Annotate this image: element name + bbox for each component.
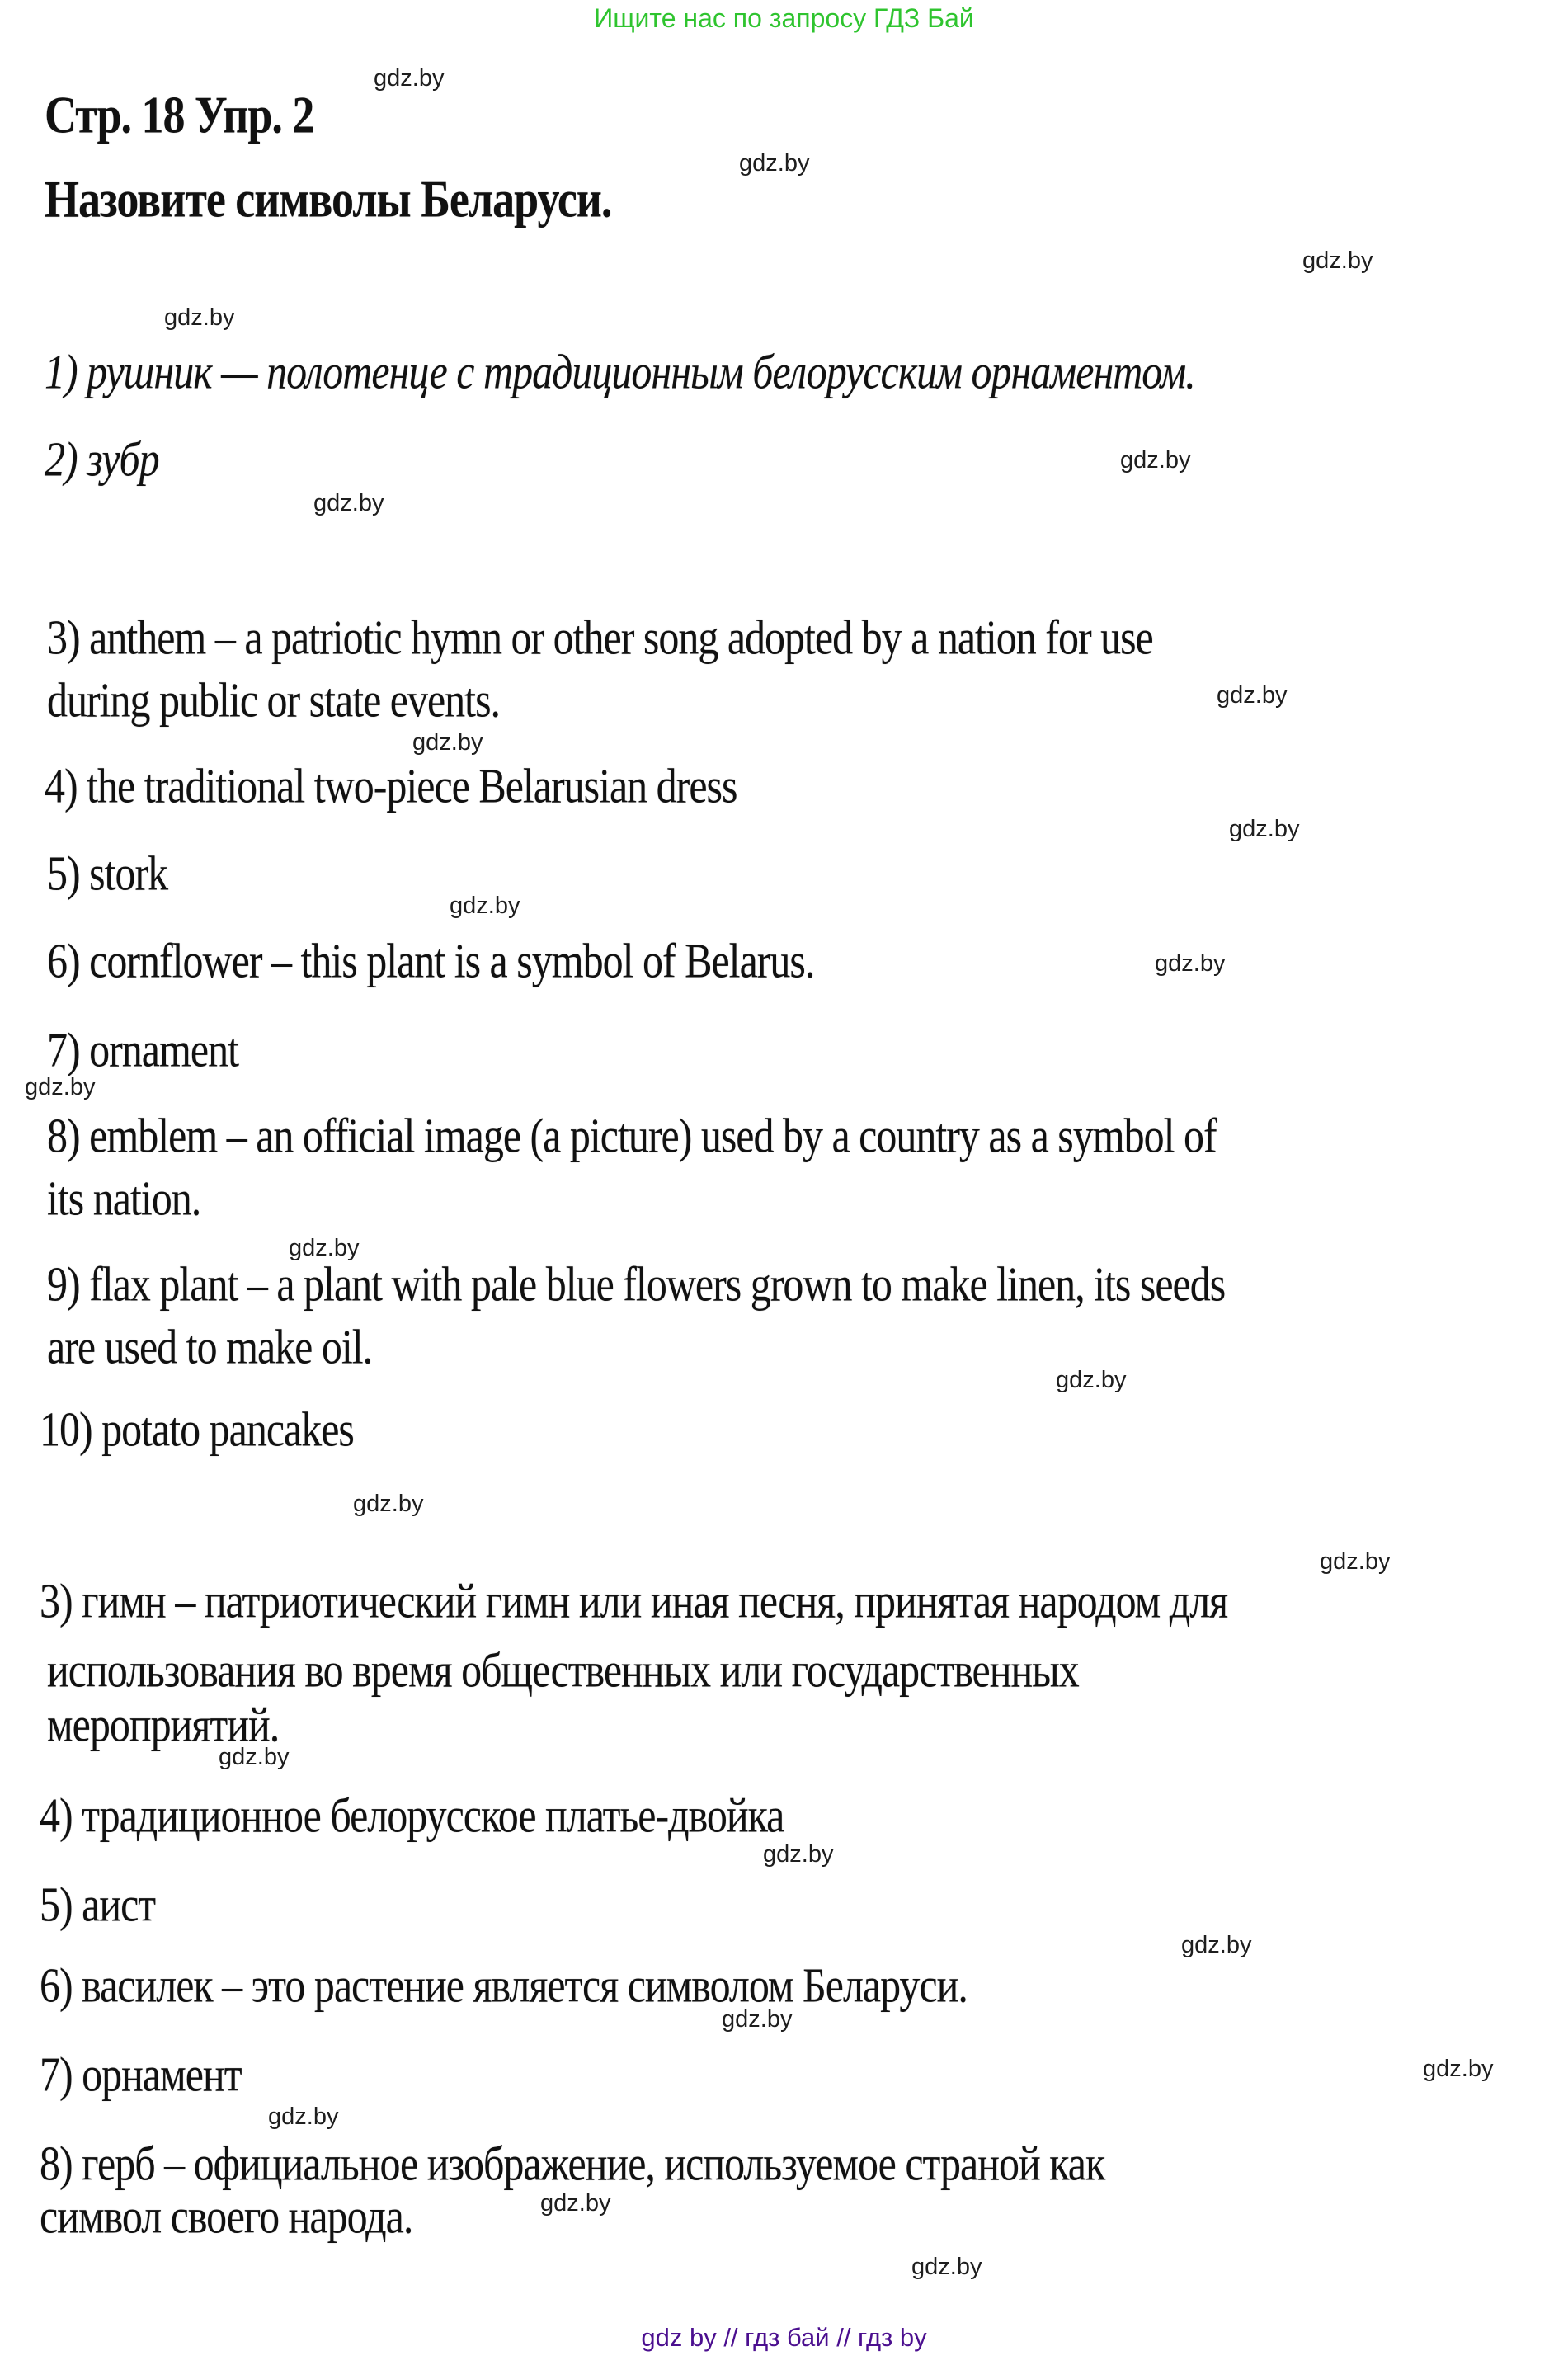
- en-item-6: 6) cornflower – this plant is a symbol of Belarus.: [47, 933, 815, 988]
- gdz-watermark: gdz.by: [1056, 1367, 1127, 1393]
- ru-item-6: 6) василек – это растение является символом Беларуси.: [40, 1957, 968, 2013]
- en-item-9-line-1: 9) flax plant – a plant with pale blue flowers grown to make linen, its seeds: [47, 1256, 1226, 1312]
- gdz-watermark: gdz.by: [722, 2006, 793, 2033]
- task-title: Стр. 18 Упр. 2: [45, 85, 314, 144]
- ru-item-5: 5) аист: [40, 1877, 156, 1932]
- en-item-3-line-2: during public or state events.: [47, 672, 501, 728]
- ru-item-3-line-3: мероприятий.: [47, 1697, 280, 1752]
- ru-item-3-line-1: 3) гимн – патриотический гимн или иная песня, принятая народом для: [40, 1573, 1228, 1628]
- ru-item-1: 1) рушник — полотенце с традиционным белорусским орнаментом.: [45, 344, 1195, 399]
- en-item-4: 4) the traditional two-piece Belarusian dress: [45, 758, 737, 813]
- ru-item-3-line-2: использования во время общественных или государственных: [47, 1642, 1079, 1698]
- gdz-watermark: gdz.by: [164, 304, 235, 331]
- gdz-watermark: gdz.by: [1181, 1932, 1252, 1958]
- promo-banner-text: Ищите нас по запросу ГДЗ Бай: [594, 3, 974, 33]
- ru-item-8-line-1: 8) герб – официальное изображение, используемое страной как: [40, 2136, 1105, 2191]
- gdz-watermark: gdz.by: [763, 1841, 834, 1868]
- en-item-9-line-2: are used to make oil.: [47, 1319, 373, 1374]
- ru-item-4: 4) традиционное белорусское платье-двойка: [40, 1788, 784, 1843]
- en-item-8-line-2: its nation.: [47, 1171, 201, 1226]
- ru-item-7: 7) орнамент: [40, 2047, 242, 2102]
- gdz-watermark: gdz.by: [219, 1744, 290, 1770]
- gdz-watermark: gdz.by: [739, 150, 810, 177]
- gdz-watermark: gdz.by: [25, 1074, 96, 1100]
- gdz-watermark: gdz.by: [450, 893, 520, 919]
- gdz-watermark: gdz.by: [1423, 2056, 1494, 2082]
- gdz-watermark: gdz.by: [268, 2104, 339, 2130]
- gdz-watermark: gdz.by: [374, 65, 445, 92]
- gdz-watermark: gdz.by: [540, 2190, 611, 2217]
- gdz-watermark: gdz.by: [1229, 816, 1300, 842]
- gdz-watermark: gdz.by: [313, 490, 384, 516]
- en-item-7: 7) ornament: [47, 1022, 238, 1077]
- gdz-watermark: gdz.by: [1320, 1548, 1391, 1575]
- gdz-watermark: gdz.by: [1120, 447, 1191, 473]
- gdz-watermark: gdz.by: [289, 1235, 360, 1261]
- en-item-3-line-1: 3) anthem – a patriotic hymn or other song adopted by a nation for use: [47, 610, 1153, 665]
- ru-item-2: 2) зубр: [45, 431, 159, 487]
- task-subtitle: Назовите символы Беларуси.: [45, 169, 612, 228]
- en-item-8-line-1: 8) emblem – an official image (a picture) used by a country as a symbol of: [47, 1108, 1217, 1163]
- ru-item-8-line-2: символ своего народа.: [40, 2188, 413, 2244]
- gdz-watermark: gdz.by: [412, 729, 483, 756]
- gdz-watermark: gdz.by: [1155, 950, 1226, 977]
- gdz-watermark: gdz.by: [1302, 247, 1373, 274]
- en-item-5: 5) stork: [47, 846, 168, 901]
- en-item-10: 10) potato pancakes: [40, 1402, 354, 1457]
- gdz-watermark: gdz.by: [1217, 682, 1288, 709]
- gdz-watermark: gdz.by: [911, 2254, 982, 2280]
- footer-domain-text: gdz by // гдз бай // гдз by: [641, 2323, 927, 2352]
- gdz-watermark: gdz.by: [353, 1491, 424, 1517]
